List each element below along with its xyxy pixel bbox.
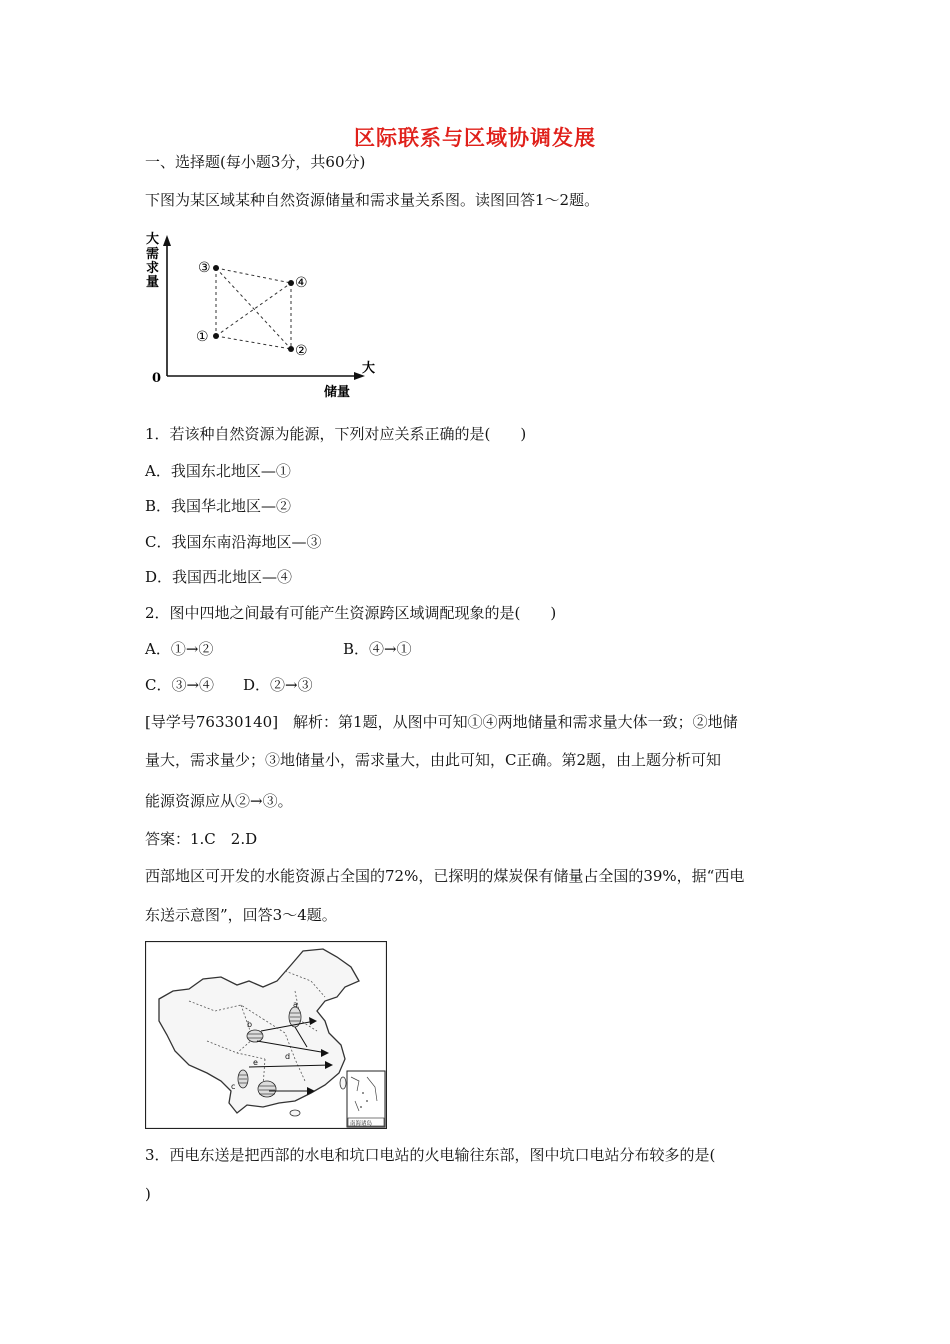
q1-stem: 1．若该种自然资源为能源，下列对应关系正确的是( ): [145, 425, 527, 443]
y-axis-title-char-3: 量: [146, 275, 160, 290]
y-axis-arrow: [163, 235, 171, 246]
q2-option-d: D．②→③: [243, 676, 313, 694]
analysis-line-3: 能源资源应从②→③。: [145, 792, 293, 810]
q1-option-b: B．我国华北地区—②: [145, 497, 292, 515]
map-label-c: c: [231, 1082, 236, 1091]
q2-option-c: C．③→④: [145, 676, 215, 694]
answer-line: 答案：1.C 2.D: [145, 830, 258, 848]
x-axis-title: 储量: [324, 385, 351, 400]
intro-paragraph-2-line-1: 西部地区可开发的水能资源占全国的72%，已探明的煤炭保有储量占全国的39%，据“西电: [145, 867, 745, 885]
y-axis-title-char-1: 需: [146, 247, 160, 262]
inset-caption: 南海诸岛: [350, 1121, 373, 1127]
point-2: [288, 346, 294, 352]
point-1-label: ①: [196, 329, 209, 345]
west-east-power-map: [145, 941, 387, 1129]
map-label-b: b: [247, 1020, 253, 1029]
q2-stem: 2．图中四地之间最有可能产生资源跨区域调配现象的是( ): [145, 604, 557, 622]
q2-option-b: B．④→①: [343, 640, 412, 658]
analysis-line-2: 量大，需求量少；③地储量小，需求量大，由此可知，C正确。第2题，由上题分析可知: [145, 751, 722, 769]
point-3: [213, 265, 219, 271]
x-max-label: 大: [362, 361, 376, 376]
dashed-links: [216, 268, 291, 349]
q1-option-d: D．我国西北地区—④: [145, 568, 293, 586]
map-label-d: d: [285, 1052, 291, 1061]
point-1: [213, 333, 219, 339]
y-max-label: 大: [146, 232, 160, 247]
q2-option-a: A．①→②: [145, 640, 214, 658]
q1-option-a: A．我国东北地区—①: [145, 462, 291, 480]
intro-paragraph-1: 下图为某区域某种自然资源储量和需求量关系图。读图回答1～2题。: [145, 191, 600, 209]
y-axis-title-char-2: 求: [146, 261, 160, 276]
resource-chart: [140, 225, 390, 405]
point-4-label: ④: [295, 275, 308, 291]
analysis-line-1: [导学号76330140] 解析：第1题，从图中可知①④两地储量和需求量大体一致；②地储: [145, 713, 738, 731]
q1-option-c: C．我国东南沿海地区—③: [145, 533, 322, 551]
point-4: [288, 280, 294, 286]
page-title: 区际联系与区域协调发展: [354, 125, 596, 150]
point-3-label: ③: [198, 260, 211, 276]
taiwan-island: [340, 1077, 346, 1089]
hainan-island: [290, 1110, 300, 1116]
intro-paragraph-2-line-2: 东送示意图”，回答3～4题。: [145, 906, 337, 924]
map-label-a: a: [293, 1000, 298, 1009]
q3-stem-line-1: 3．西电东送是把西部的水电和坑口电站的火电输往东部，图中坑口电站分布较多的是(: [145, 1146, 716, 1164]
section-header: 一、选择题(每小题3分，共60分): [145, 153, 366, 171]
origin-label: 0: [152, 371, 162, 386]
q3-stem-line-2: ): [145, 1185, 151, 1203]
point-2-label: ②: [295, 343, 308, 359]
map-label-e: e: [253, 1058, 258, 1067]
